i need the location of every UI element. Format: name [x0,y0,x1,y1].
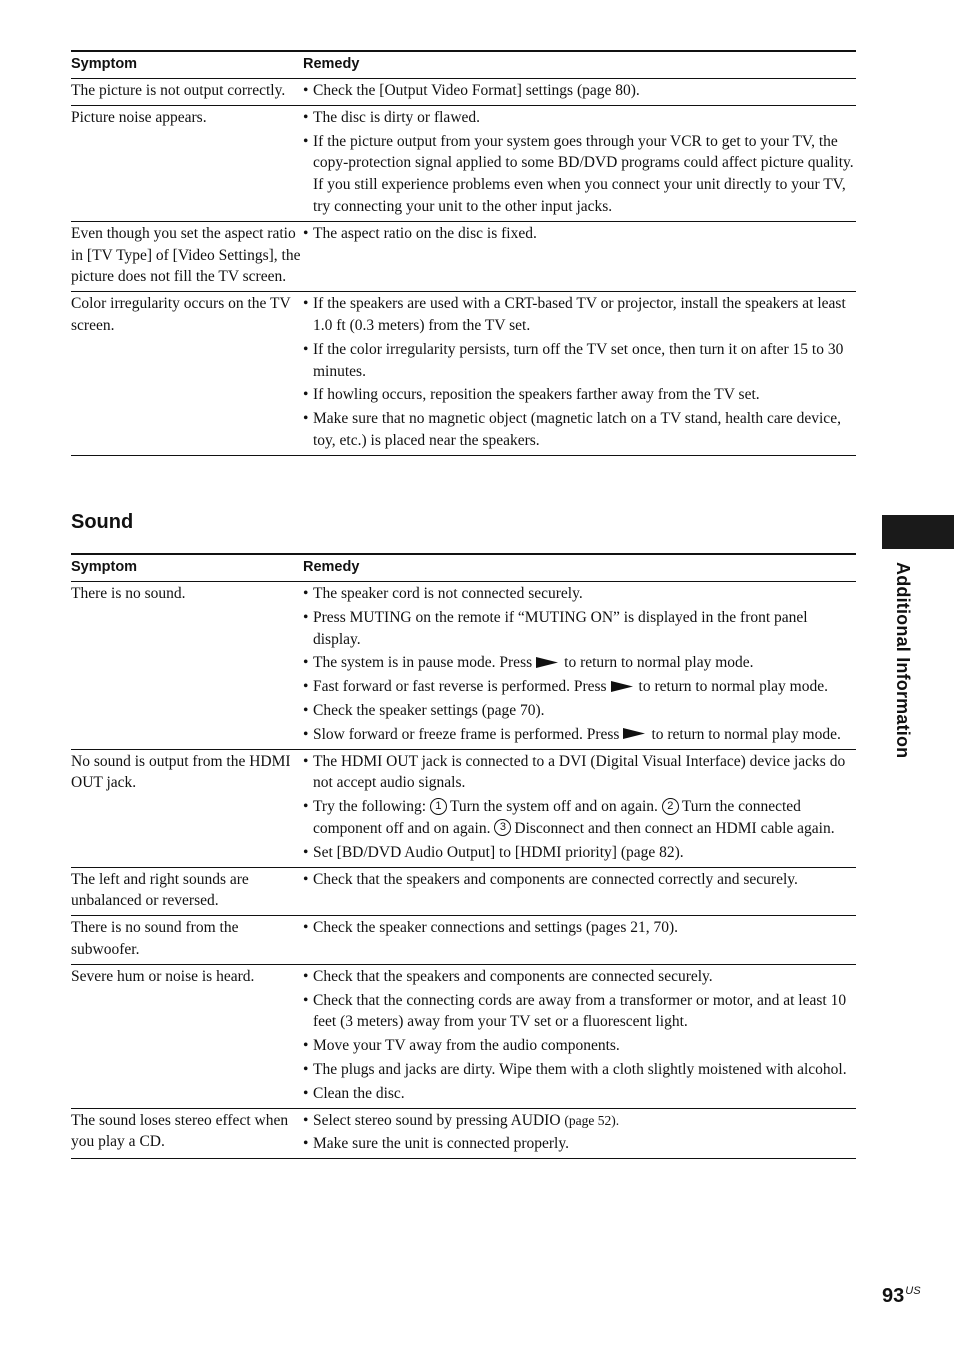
remedy-text: to return to normal play mode. [638,678,828,696]
remedy-text: Fast forward or fast reverse is performed. Press [313,678,607,696]
table-row [71,749,856,867]
symptom-column-header: Symptom [71,56,138,72]
symptom-column-header: Symptom [71,559,138,575]
remedy-item [303,724,856,746]
remedy-cell [303,292,856,456]
symptom-cell: The sound loses stereo effect when you play a CD. [71,1111,289,1151]
remedy-item: • Check that the connecting cords are away from a transformer or motor, and at least 10 feet (3 meters) away from your TV set or a fluorescent light. [303,990,856,1034]
section-tab-marker [882,515,954,549]
remedy-item: • Clean the disc. [303,1083,856,1105]
table-row [71,916,856,965]
remedy-item: • Check the speaker settings (page 70). [303,700,856,722]
remedy-cell [303,916,856,965]
symptom-cell: The picture is not output correctly. [71,82,286,99]
remedy-item: • If the picture output from your system goes through your VCR to get to your TV, the copy-protection signal applied to some BD/DVD programs could affect picture quality. If you still experience problems even when you connect your unit directly to your TV, try connecting your unit to the other input jacks. [303,131,856,218]
table-header-row [71,51,856,79]
remedy-item [303,676,856,698]
remedy-item: • Set [BD/DVD Audio Output] to [HDMI priority] (page 82). [303,842,856,864]
remedy-cell [303,79,856,106]
remedy-cell [303,964,856,1108]
symptom-cell: No sound is output from the HDMI OUT jack. [71,752,291,792]
play-triangle-icon [611,681,633,692]
remedy-text: to return to normal play mode. [651,725,841,743]
remedy-text: Slow forward or freeze frame is performed. Press [313,725,620,743]
remedy-item: • Check that the speakers and components are connected securely. [303,966,856,988]
side-section-label: Additional Information [893,562,913,759]
play-triangle-icon [536,657,558,668]
symptom-cell: Severe hum or noise is heard. [71,967,255,985]
circled-number-3-icon: 3 [494,819,511,836]
remedy-cell [303,1108,856,1159]
table-row [71,105,856,221]
table-row [71,221,856,291]
remedy-item: • Make sure that no magnetic object (magnetic latch on a TV stand, health care device, toy, etc.) is placed near the speakers. [303,408,856,452]
symptom-cell: Picture noise appears. [71,108,207,126]
remedy-item: • The aspect ratio on the disc is fixed. [303,223,856,245]
remedy-item: • Check the [Output Video Format] settings (page 80). [303,80,856,102]
symptom-cell: The left and right sounds are unbalanced or reversed. [71,870,249,910]
remedy-item: • Check that the speakers and components are connected correctly and securely. [303,869,856,891]
play-triangle-icon [623,728,645,739]
remedy-item: • If the speakers are used with a CRT-based TV or projector, install the speakers at least 1.0 ft (0.3 meters) from the TV set. [303,293,856,337]
remedy-item: • The speaker cord is not connected securely. [303,583,856,605]
symptom-cell: There is no sound. [71,585,186,602]
circled-number-1-icon: 1 [430,798,447,815]
picture-troubleshooting-table [71,50,856,456]
page-reference: (page 52). [564,1112,620,1128]
remedy-item [303,796,856,840]
table-row [71,867,856,916]
remedy-item: • The HDMI OUT jack is connected to a DVI (Digital Visual Interface) device jacks do not accept audio signals. [303,751,856,795]
page-number [882,1285,921,1308]
step-text: Disconnect and then connect an HDMI cable again. [514,819,835,837]
remedy-cell [303,582,856,750]
table-row [71,79,856,106]
remedy-text: Select stereo sound by pressing AUDIO [313,1111,561,1129]
remedy-item: • The disc is dirty or flawed. [303,107,856,129]
symptom-cell: Even though you set the aspect ratio in [TV Type] of [Video Settings], the picture does not fill the TV screen. [71,224,301,286]
circled-number-2-icon: 2 [662,798,679,815]
remedy-cell [303,221,856,291]
remedy-text: to return to normal play mode. [564,654,754,672]
symptom-cell: Color irregularity occurs on the TV screen. [71,295,291,334]
remedy-cell [303,749,856,867]
table-row [71,1108,856,1159]
remedy-cell [303,105,856,221]
sound-troubleshooting-table [71,553,856,1159]
symptom-cell: There is no sound from the subwoofer. [71,919,239,958]
step-text: Turn the connected component off and on again. [313,798,801,837]
table-header-row [71,554,856,582]
step-text: Turn the system off and on again. [449,798,658,816]
remedy-item: • If howling occurs, reposition the speakers farther away from the TV set. [303,384,856,406]
table-row [71,582,856,750]
remedy-item: • Make sure the unit is connected properly. [303,1133,856,1155]
remedy-item: • Check the speaker connections and settings (pages 21, 70). [303,917,856,939]
remedy-text: Try the following: [313,798,427,816]
remedy-item: • The plugs and jacks are dirty. Wipe them with a cloth slightly moistened with alcohol. [303,1059,856,1081]
remedy-column-header: Remedy [303,56,360,72]
remedy-cell [303,867,856,916]
remedy-column-header: Remedy [303,559,360,575]
table-row [71,964,856,1108]
remedy-item [303,1110,856,1132]
remedy-item: • Move your TV away from the audio components. [303,1035,856,1057]
page-number-value: 93 [882,1285,905,1307]
remedy-item: • Press MUTING on the remote if “MUTING ON” is displayed in the front panel display. [303,607,856,651]
remedy-item [303,652,856,674]
section-heading-sound: Sound [71,511,134,533]
page-number-suffix: US [905,1285,921,1298]
remedy-item: • If the color irregularity persists, turn off the TV set once, then turn it on after 15 to 30 minutes. [303,339,856,383]
remedy-text: The system is in pause mode. Press [313,654,533,672]
table-row [71,292,856,456]
